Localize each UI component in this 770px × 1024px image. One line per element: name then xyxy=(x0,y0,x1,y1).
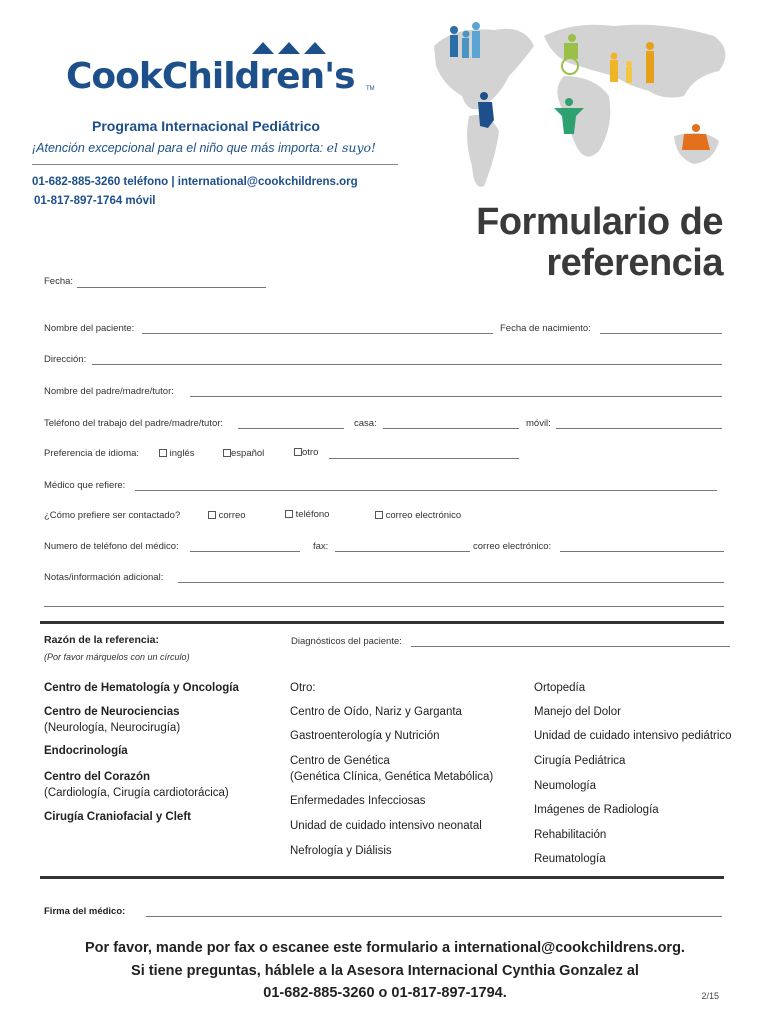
spanish-label: español xyxy=(231,448,265,459)
work-phone-label: Teléfono del trabajo del padre/madre/tutor: xyxy=(44,418,224,429)
address-label: Dirección: xyxy=(44,354,87,365)
referral-orthopedics[interactable]: Ortopedía xyxy=(534,682,586,694)
header-divider xyxy=(32,164,398,165)
referral-heart-center[interactable]: Centro del Corazón xyxy=(44,771,151,783)
physician-email-field[interactable] xyxy=(560,551,724,552)
signature-label: Firma del médico: xyxy=(44,906,126,917)
section-divider-top xyxy=(40,621,724,624)
notes-field-line2[interactable] xyxy=(44,606,724,607)
option-english[interactable] xyxy=(159,448,194,459)
footer-line2: Si tiene preguntas, háblele a la Asesora Internacional Cynthia Gonzalez al xyxy=(131,963,639,979)
home-phone-label: casa: xyxy=(354,418,377,429)
referral-picu[interactable]: Unidad de cuidado intensivo pediátrico xyxy=(534,730,732,742)
contact-pref-label: ¿Cómo prefiere ser contactado? xyxy=(44,510,181,521)
referral-nicu[interactable]: Unidad de cuidado intensivo neonatal xyxy=(290,820,482,832)
referral-reason-title: Razón de la referencia: xyxy=(44,634,159,646)
program-subtitle xyxy=(32,140,376,155)
fecha-field[interactable] xyxy=(77,287,266,288)
program-subtitle-text: ¡Atención excepcional para el niño que más importa: xyxy=(32,141,324,155)
contact-mobile: 01-817-897-1764 móvil xyxy=(34,195,156,207)
referral-ent-center[interactable]: Centro de Oído, Nariz y Garganta xyxy=(290,706,462,718)
logo-trademark: TM xyxy=(366,86,375,92)
physician-phone-label: Numero de teléfono del médico: xyxy=(44,541,179,552)
contact-phone-email: 01-682-885-3260 teléfono | international@cookchildrens.org xyxy=(32,176,358,188)
patient-name-label: Nombre del paciente: xyxy=(44,323,135,334)
child-with-dog-icon xyxy=(682,124,710,150)
address-field[interactable] xyxy=(92,364,722,365)
referral-craniofacial-cleft[interactable]: Cirugía Craniofacial y Cleft xyxy=(44,811,191,823)
referral-pain-management[interactable]: Manejo del Dolor xyxy=(534,706,621,718)
mail-checkbox[interactable] xyxy=(208,511,216,519)
cook-childrens-logo xyxy=(66,42,376,102)
program-subtitle-script: el suyo! xyxy=(326,140,377,155)
english-checkbox[interactable] xyxy=(159,449,167,457)
language-pref-label: Preferencia de idioma: xyxy=(44,448,140,459)
english-label: inglés xyxy=(169,448,195,459)
referral-gastro-nutrition[interactable]: Gastroenterología y Nutrición xyxy=(290,730,440,742)
signature-field[interactable] xyxy=(146,916,722,917)
physician-phone-field[interactable] xyxy=(190,551,300,552)
referral-rehabilitation[interactable]: Rehabilitación xyxy=(534,829,607,841)
option-phone[interactable] xyxy=(285,509,329,520)
referral-reason-note: (Por favor márquelos con un círculo) xyxy=(44,652,190,662)
guardian-name-label: Nombre del padre/madre/tutor: xyxy=(44,386,174,397)
referring-physician-field[interactable] xyxy=(135,490,717,491)
section-divider-bottom xyxy=(40,876,724,879)
birthdate-label: Fecha de nacimiento: xyxy=(500,323,591,334)
notes-field-line1[interactable] xyxy=(178,582,724,583)
option-mail[interactable] xyxy=(208,510,246,521)
logo-triangle-icon xyxy=(304,42,326,54)
phone-label: teléfono xyxy=(295,509,330,520)
option-email[interactable] xyxy=(375,510,461,521)
logo-triangle-icon xyxy=(278,42,300,54)
referral-nephrology-dialysis[interactable]: Nefrología y Diálisis xyxy=(290,845,392,857)
physician-fax-field[interactable] xyxy=(335,551,470,552)
referral-endocrinology[interactable]: Endocrinología xyxy=(44,745,128,757)
option-other-language[interactable] xyxy=(294,447,318,458)
referral-infectious-diseases[interactable]: Enfermedades Infecciosas xyxy=(290,795,426,807)
fecha-label: Fecha: xyxy=(44,276,74,287)
work-phone-field[interactable] xyxy=(238,428,344,429)
other-language-field[interactable] xyxy=(329,458,519,459)
footer-line3: 01-682-885-3260 o 01-817-897-1794. xyxy=(263,985,507,1001)
form-title-line2: referencia xyxy=(546,242,723,284)
referral-other[interactable]: Otro: xyxy=(290,682,316,694)
world-map-illustration xyxy=(414,16,744,198)
referring-physician-label: Médico que refiere: xyxy=(44,480,126,491)
footer-line1: Por favor, mande por fax o escanee este formulario a international@cookchildrens.org. xyxy=(85,940,685,956)
other-language-label: otro xyxy=(302,447,319,458)
mobile-phone-label: móvil: xyxy=(526,418,551,429)
mail-label: correo xyxy=(218,510,246,521)
family-blue-icon xyxy=(450,22,480,58)
other-language-checkbox[interactable] xyxy=(294,448,302,456)
referral-heart-center-detail: (Cardiología, Cirugía cardiotorácica) xyxy=(44,787,229,799)
spanish-checkbox[interactable] xyxy=(223,449,231,457)
referral-pediatric-surgery[interactable]: Cirugía Pediátrica xyxy=(534,755,626,767)
patient-name-field[interactable] xyxy=(142,333,493,334)
patient-diagnosis-label: Diagnósticos del paciente: xyxy=(291,636,402,647)
email-checkbox[interactable] xyxy=(375,511,383,519)
referral-pulmonology[interactable]: Neumología xyxy=(534,780,597,792)
mobile-phone-field[interactable] xyxy=(556,428,722,429)
version-code: 2/15 xyxy=(701,991,719,1001)
option-spanish[interactable] xyxy=(223,448,264,459)
physician-email-label: correo electrónico: xyxy=(473,541,552,552)
email-label: correo electrónico xyxy=(385,510,462,521)
birthdate-field[interactable] xyxy=(600,333,722,334)
home-phone-field[interactable] xyxy=(383,428,519,429)
logo-triangle-icon xyxy=(252,42,274,54)
referral-neurosciences-detail: (Neurología, Neurocirugía) xyxy=(44,722,181,734)
logo-text: CookChildren's xyxy=(66,56,355,97)
referral-genetics-center[interactable]: Centro de Genética xyxy=(290,755,390,767)
referral-neurosciences[interactable]: Centro de Neurociencias xyxy=(44,706,180,718)
form-title-line1: Formulario de xyxy=(476,201,723,243)
referral-rheumatology[interactable]: Reumatología xyxy=(534,853,606,865)
guardian-name-field[interactable] xyxy=(190,396,722,397)
form-title xyxy=(476,202,723,284)
program-title: Programa Internacional Pediátrico xyxy=(92,118,320,134)
physician-fax-label: fax: xyxy=(313,541,329,552)
notes-label: Notas/información adicional: xyxy=(44,572,164,583)
referral-radiology-imaging[interactable]: Imágenes de Radiología xyxy=(534,804,659,816)
referral-hematology-oncology[interactable]: Centro de Hematología y Oncología xyxy=(44,682,239,694)
referral-genetics-detail: (Genética Clínica, Genética Metabólica) xyxy=(290,771,494,783)
phone-checkbox[interactable] xyxy=(285,510,293,518)
patient-diagnosis-field[interactable] xyxy=(411,646,730,647)
